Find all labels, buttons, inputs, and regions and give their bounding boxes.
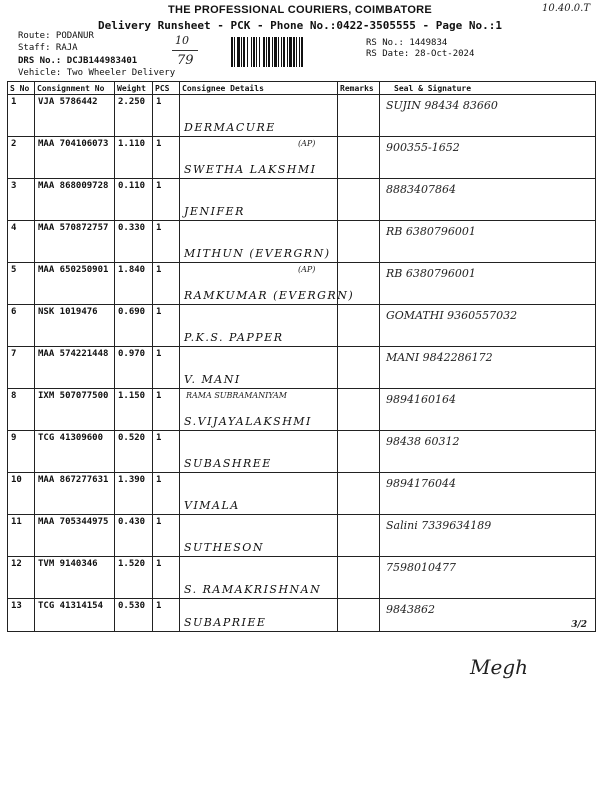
- col-consignment: Consignment No: [35, 82, 115, 95]
- row-remarks: [338, 347, 380, 389]
- row-seal-signature-cell: [380, 95, 596, 137]
- row-remarks: [338, 599, 380, 632]
- page-subtitle: Delivery Runsheet - PCK - Phone No.:0422-3505555 - Page No.:1: [98, 19, 502, 32]
- row-consignee: RAMKUMAR (EVERGRN): [184, 289, 355, 302]
- row-remarks: [338, 389, 380, 431]
- runsheet-table: [7, 81, 596, 632]
- row-consignment-no: MAA 570872757: [35, 221, 115, 263]
- row-consignee-cell: [180, 137, 338, 179]
- row-weight: 0.970: [115, 347, 153, 389]
- row-seal-signature-cell: [380, 347, 596, 389]
- row-seal-signature: SUJIN 98434 83660: [386, 99, 498, 112]
- staff: Staff: RAJA: [18, 43, 78, 53]
- row-remarks: [338, 557, 380, 599]
- row-consignee: SWETHA LAKSHMI: [184, 163, 317, 176]
- row-consignee-cell: [180, 515, 338, 557]
- drs-value: DCJB144983401: [66, 56, 138, 66]
- table-row: [8, 347, 596, 389]
- row-consignment-no: MAA 704106073: [35, 137, 115, 179]
- row-remarks: [338, 179, 380, 221]
- row-seal-signature-cell: [380, 599, 596, 632]
- barcode: [231, 37, 357, 67]
- row-remarks: [338, 431, 380, 473]
- row-sno: 11: [8, 515, 35, 557]
- row-sno: 10: [8, 473, 35, 515]
- row-consignee-cell: [180, 557, 338, 599]
- row-consignment-no: NSK 1019476: [35, 305, 115, 347]
- table-row: [8, 137, 596, 179]
- row-sno: 2: [8, 137, 35, 179]
- row-consignee: DERMACURE: [184, 121, 276, 134]
- table-header-row: [8, 82, 596, 95]
- row-seal-signature: 98438 60312: [386, 435, 460, 448]
- row-consignee-cell: [180, 95, 338, 137]
- row-weight: 1.840: [115, 263, 153, 305]
- row-consignment-no: TVM 9140346: [35, 557, 115, 599]
- hand-count-bottom: 79: [177, 53, 194, 68]
- row-pcs: 1: [153, 473, 180, 515]
- table-row: [8, 263, 596, 305]
- corner-note: 10.40.0.T: [541, 3, 590, 14]
- row-consignee: S. RAMAKRISHNAN: [184, 583, 322, 596]
- table-row: [8, 473, 596, 515]
- drs-label: DRS No.:: [18, 56, 62, 66]
- row-consignee-cell: [180, 179, 338, 221]
- row-pcs: 1: [153, 599, 180, 632]
- row-sno: 6: [8, 305, 35, 347]
- row-consignment-no: MAA 650250901: [35, 263, 115, 305]
- route: Route: PODANUR: [18, 31, 94, 41]
- page-title: THE PROFESSIONAL COURIERS, COIMBATORE: [167, 4, 433, 16]
- row-seal-signature: MANI 9842286172: [386, 351, 493, 364]
- row-consignee: SUBAPRIEE: [184, 616, 267, 629]
- row-consignee-cell: [180, 431, 338, 473]
- row-consignment-no: MAA 868009728: [35, 179, 115, 221]
- row-pcs: 1: [153, 557, 180, 599]
- col-consignee: Consignee Details: [180, 82, 338, 95]
- row-sno: 9: [8, 431, 35, 473]
- row-pcs: 1: [153, 179, 180, 221]
- col-pcs: PCS: [153, 82, 180, 95]
- row-consignee-cell: [180, 221, 338, 263]
- row-seal-signature-cell: [380, 179, 596, 221]
- row-seal-signature: GOMATHI 9360557032: [386, 309, 518, 322]
- row-seal-signature: 7598010477: [386, 561, 456, 574]
- row-consignee: VIMALA: [184, 499, 240, 512]
- row-seal-signature-cell: [380, 431, 596, 473]
- table-row: [8, 95, 596, 137]
- row-seal-signature-cell: [380, 515, 596, 557]
- col-weight: Weight: [115, 82, 153, 95]
- row-weight: 0.530: [115, 599, 153, 632]
- row-seal-signature-cell: [380, 473, 596, 515]
- row-sno: 4: [8, 221, 35, 263]
- table-row: [8, 305, 596, 347]
- row-seal-signature: 9843862: [386, 603, 435, 616]
- row-consignee-cell: [180, 389, 338, 431]
- row-remarks: [338, 221, 380, 263]
- hand-count-top: 10: [175, 34, 189, 47]
- row-sno: 12: [8, 557, 35, 599]
- row-weight: 1.520: [115, 557, 153, 599]
- row-consignee-cell: [180, 347, 338, 389]
- row-seal-signature: 900355-1652: [386, 141, 460, 154]
- row-consignee-cell: [180, 599, 338, 632]
- row-weight: 0.330: [115, 221, 153, 263]
- row-consignee-cell: [180, 473, 338, 515]
- row-consignee: MITHUN (EVERGRN): [184, 247, 331, 260]
- row-consignee-cell: [180, 263, 355, 305]
- row-seal-note: 3/2: [571, 620, 587, 630]
- rs-date: RS Date: 28-Oct-2024: [366, 49, 475, 59]
- row-consignee: P.K.S. PAPPER: [184, 331, 284, 344]
- table-row: [8, 599, 596, 632]
- row-consignee: SUTHESON: [184, 541, 264, 554]
- row-remarks: [338, 95, 380, 137]
- row-weight: 0.690: [115, 305, 153, 347]
- row-weight: 2.250: [115, 95, 153, 137]
- row-pcs: 1: [153, 515, 180, 557]
- row-consignee: S.VIJAYALAKSHMI: [184, 415, 312, 428]
- row-seal-signature: 9894160164: [386, 393, 456, 406]
- row-consignee-cell: [180, 305, 338, 347]
- row-weight: 1.110: [115, 137, 153, 179]
- row-seal-signature: RB 6380796001: [386, 225, 476, 238]
- row-seal-signature-cell: [380, 221, 596, 263]
- row-seal-signature-cell: [380, 557, 596, 599]
- row-seal-signature: Salini 7339634189: [386, 519, 492, 532]
- row-pcs: 1: [153, 221, 180, 263]
- row-consignment-no: TCG 41314154: [35, 599, 115, 632]
- row-sno: 8: [8, 389, 35, 431]
- row-consignee-note: RAMA SUBRAMANIYAM: [186, 391, 287, 400]
- row-weight: 1.390: [115, 473, 153, 515]
- row-pcs: 1: [153, 95, 180, 137]
- col-remarks: Remarks: [338, 82, 380, 95]
- col-seal: Seal & Signature: [380, 82, 596, 95]
- row-consignment-no: TCG 41309600: [35, 431, 115, 473]
- table-row: [8, 389, 596, 431]
- col-sno: S No: [8, 82, 35, 95]
- table-row: [8, 515, 596, 557]
- row-seal-signature: 8883407864: [386, 183, 456, 196]
- row-seal-signature: RB 6380796001: [386, 267, 476, 280]
- row-remarks: [338, 305, 380, 347]
- row-consignee-note: (AP): [298, 265, 316, 274]
- row-seal-signature-cell: [380, 263, 596, 305]
- table-row: [8, 179, 596, 221]
- row-weight: 0.110: [115, 179, 153, 221]
- row-consignee-note: (AP): [298, 139, 316, 148]
- row-consignment-no: VJA 5786442: [35, 95, 115, 137]
- row-consignment-no: MAA 705344975: [35, 515, 115, 557]
- row-pcs: 1: [153, 347, 180, 389]
- row-pcs: 1: [153, 263, 180, 305]
- row-pcs: 1: [153, 431, 180, 473]
- row-consignee: SUBASHREE: [184, 457, 272, 470]
- row-consignee: JENIFER: [184, 205, 245, 218]
- row-weight: 1.150: [115, 389, 153, 431]
- row-sno: 7: [8, 347, 35, 389]
- row-seal-signature-cell: [380, 305, 596, 347]
- row-sno: 5: [8, 263, 35, 305]
- row-sno: 1: [8, 95, 35, 137]
- rs-number: RS No.: 1449834: [366, 38, 448, 48]
- row-seal-signature: 9894176044: [386, 477, 456, 490]
- row-sno: 13: [8, 599, 35, 632]
- row-pcs: 1: [153, 305, 180, 347]
- row-sno: 3: [8, 179, 35, 221]
- table-row: [8, 221, 596, 263]
- row-pcs: 1: [153, 389, 180, 431]
- table-row: [8, 557, 596, 599]
- row-seal-signature-cell: [380, 137, 596, 179]
- row-consignment-no: IXM 507077500: [35, 389, 115, 431]
- row-remarks: [338, 473, 380, 515]
- hand-count-divider: [172, 50, 198, 51]
- drs-number: [18, 56, 137, 66]
- row-pcs: 1: [153, 137, 180, 179]
- row-remarks: [338, 263, 380, 305]
- row-consignee: V. MANI: [184, 373, 241, 386]
- footer-signature: Megh: [470, 655, 528, 679]
- row-remarks: [338, 137, 380, 179]
- row-weight: 0.520: [115, 431, 153, 473]
- row-weight: 0.430: [115, 515, 153, 557]
- row-consignment-no: MAA 867277631: [35, 473, 115, 515]
- table-row: [8, 431, 596, 473]
- vehicle: Vehicle: Two Wheeler Delivery: [18, 68, 176, 78]
- row-remarks: [338, 515, 380, 557]
- row-consignment-no: MAA 574221448: [35, 347, 115, 389]
- row-seal-signature-cell: [380, 389, 596, 431]
